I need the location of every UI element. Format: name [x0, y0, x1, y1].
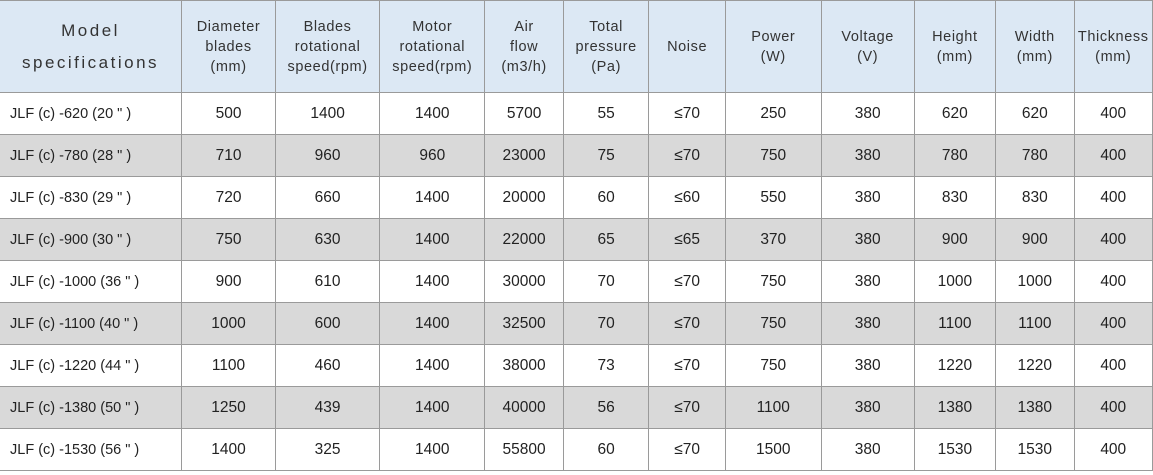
header-line: Noise: [667, 38, 708, 55]
motor-speed-cell: 960: [380, 135, 485, 177]
motor-speed-cell: 1400: [380, 345, 485, 387]
header-row: [0, 1, 1153, 93]
voltage-cell: 380: [821, 93, 914, 135]
height-cell: 1380: [914, 387, 996, 429]
thickness-cell: 400: [1074, 387, 1153, 429]
header-line: flow: [510, 38, 539, 55]
thickness-header: [1074, 1, 1153, 93]
pressure-cell: 75: [563, 135, 649, 177]
air-flow-header: [485, 1, 563, 93]
air-flow-cell: 55800: [485, 429, 563, 471]
motor-rotational-speed-header: [380, 1, 485, 93]
pressure-cell: 60: [563, 177, 649, 219]
table-row: [0, 429, 1153, 471]
motor-speed-cell: 1400: [380, 261, 485, 303]
pressure-cell: 70: [563, 303, 649, 345]
width-cell: 900: [996, 219, 1074, 261]
width-cell: 1380: [996, 387, 1074, 429]
model-cell: JLF (c) -1220 (44 " ): [0, 345, 182, 387]
total-pressure-header: [563, 1, 649, 93]
pressure-cell: 60: [563, 429, 649, 471]
power-cell: 370: [725, 219, 821, 261]
table-row: [0, 345, 1153, 387]
pressure-cell: 70: [563, 261, 649, 303]
header-line: Model: [61, 20, 120, 40]
noise-cell: ≤70: [649, 303, 725, 345]
header-line: Diameter: [196, 18, 261, 35]
header-line: pressure: [575, 38, 637, 55]
motor-speed-cell: 1400: [380, 387, 485, 429]
table-row: [0, 303, 1153, 345]
diameter-cell: 1000: [182, 303, 276, 345]
width-header: [996, 1, 1074, 93]
thickness-cell: 400: [1074, 429, 1153, 471]
noise-cell: ≤70: [649, 429, 725, 471]
height-cell: 830: [914, 177, 996, 219]
model-cell: JLF (c) -1100 (40 " ): [0, 303, 182, 345]
blades-speed-cell: 600: [275, 303, 379, 345]
header-line: Thickness: [1077, 28, 1149, 45]
blades-speed-cell: 610: [275, 261, 379, 303]
thickness-cell: 400: [1074, 219, 1153, 261]
model-cell: JLF (c) -780 (28 " ): [0, 135, 182, 177]
height-cell: 1530: [914, 429, 996, 471]
motor-speed-cell: 1400: [380, 177, 485, 219]
noise-cell: ≤70: [649, 93, 725, 135]
blades-speed-cell: 1400: [275, 93, 379, 135]
header-line: (mm): [210, 58, 247, 75]
voltage-cell: 380: [821, 177, 914, 219]
table-row: [0, 219, 1153, 261]
noise-cell: ≤70: [649, 345, 725, 387]
thickness-cell: 400: [1074, 303, 1153, 345]
blades-rotational-speed-header: [275, 1, 379, 93]
model-cell: JLF (c) -1000 (36 " ): [0, 261, 182, 303]
header-line: (W): [760, 48, 786, 65]
noise-cell: ≤70: [649, 387, 725, 429]
header-line: rotational: [294, 38, 361, 55]
power-cell: 750: [725, 261, 821, 303]
height-cell: 620: [914, 93, 996, 135]
width-cell: 1530: [996, 429, 1074, 471]
noise-cell: ≤60: [649, 177, 725, 219]
blades-speed-cell: 630: [275, 219, 379, 261]
table-row: [0, 261, 1153, 303]
blades-speed-cell: 460: [275, 345, 379, 387]
table-row: [0, 177, 1153, 219]
header-line: (mm): [1016, 48, 1053, 65]
voltage-cell: 380: [821, 429, 914, 471]
height-cell: 1000: [914, 261, 996, 303]
width-cell: 1000: [996, 261, 1074, 303]
noise-cell: ≤65: [649, 219, 725, 261]
power-cell: 750: [725, 345, 821, 387]
power-cell: 550: [725, 177, 821, 219]
noise-cell: ≤70: [649, 135, 725, 177]
voltage-cell: 380: [821, 345, 914, 387]
air-flow-cell: 5700: [485, 93, 563, 135]
header-line: Power: [751, 28, 796, 45]
height-cell: 1220: [914, 345, 996, 387]
diameter-cell: 1400: [182, 429, 276, 471]
diameter-cell: 1250: [182, 387, 276, 429]
height-cell: 1100: [914, 303, 996, 345]
diameter-cell: 750: [182, 219, 276, 261]
height-cell: 900: [914, 219, 996, 261]
table-row: [0, 93, 1153, 135]
air-flow-cell: 23000: [485, 135, 563, 177]
table-header: [0, 1, 1153, 93]
model-cell: JLF (c) -830 (29 " ): [0, 177, 182, 219]
voltage-cell: 380: [821, 135, 914, 177]
diameter-cell: 710: [182, 135, 276, 177]
power-cell: 750: [725, 135, 821, 177]
header-line: Blades: [303, 18, 352, 35]
header-line: Total: [589, 18, 623, 35]
pressure-cell: 65: [563, 219, 649, 261]
air-flow-cell: 38000: [485, 345, 563, 387]
header-line: (mm): [936, 48, 973, 65]
pressure-cell: 56: [563, 387, 649, 429]
height-cell: 780: [914, 135, 996, 177]
air-flow-cell: 30000: [485, 261, 563, 303]
power-header: [725, 1, 821, 93]
model-cell: JLF (c) -900 (30 " ): [0, 219, 182, 261]
voltage-cell: 380: [821, 261, 914, 303]
header-line: speed(rpm): [287, 58, 368, 75]
motor-speed-cell: 1400: [380, 219, 485, 261]
voltage-cell: 380: [821, 387, 914, 429]
width-cell: 620: [996, 93, 1074, 135]
header-line: (Pa): [591, 58, 622, 75]
header-line: speed(rpm): [392, 58, 473, 75]
height-header: [914, 1, 996, 93]
header-line: (mm): [1095, 48, 1132, 65]
width-cell: 1100: [996, 303, 1074, 345]
power-cell: 250: [725, 93, 821, 135]
header-line: Height: [932, 28, 978, 45]
diameter-cell: 1100: [182, 345, 276, 387]
header-line: Motor: [412, 18, 453, 35]
header-line: Width: [1014, 28, 1055, 45]
motor-speed-cell: 1400: [380, 93, 485, 135]
header-line: Air: [514, 18, 534, 35]
table-row: [0, 135, 1153, 177]
model-cell: JLF (c) -1380 (50 " ): [0, 387, 182, 429]
blades-speed-cell: 660: [275, 177, 379, 219]
header-line: (m3/h): [501, 58, 547, 75]
thickness-cell: 400: [1074, 177, 1153, 219]
air-flow-cell: 22000: [485, 219, 563, 261]
diameter-cell: 720: [182, 177, 276, 219]
thickness-cell: 400: [1074, 135, 1153, 177]
model-specifications-header: [0, 1, 182, 93]
model-cell: JLF (c) -620 (20 " ): [0, 93, 182, 135]
blades-speed-cell: 325: [275, 429, 379, 471]
blades-speed-cell: 439: [275, 387, 379, 429]
width-cell: 1220: [996, 345, 1074, 387]
air-flow-cell: 32500: [485, 303, 563, 345]
air-flow-cell: 20000: [485, 177, 563, 219]
power-cell: 1100: [725, 387, 821, 429]
motor-speed-cell: 1400: [380, 303, 485, 345]
header-line: blades: [205, 38, 252, 55]
pressure-cell: 73: [563, 345, 649, 387]
voltage-cell: 380: [821, 219, 914, 261]
power-cell: 750: [725, 303, 821, 345]
width-cell: 830: [996, 177, 1074, 219]
table-row: [0, 387, 1153, 429]
diameter-cell: 500: [182, 93, 276, 135]
noise-cell: ≤70: [649, 261, 725, 303]
width-cell: 780: [996, 135, 1074, 177]
blades-speed-cell: 960: [275, 135, 379, 177]
power-cell: 1500: [725, 429, 821, 471]
pressure-cell: 55: [563, 93, 649, 135]
thickness-cell: 400: [1074, 93, 1153, 135]
thickness-cell: 400: [1074, 345, 1153, 387]
diameter-cell: 900: [182, 261, 276, 303]
noise-header: [649, 1, 725, 93]
thickness-cell: 400: [1074, 261, 1153, 303]
header-line: Voltage: [841, 28, 894, 45]
air-flow-cell: 40000: [485, 387, 563, 429]
diameter-blades-header: [182, 1, 276, 93]
motor-speed-cell: 1400: [380, 429, 485, 471]
voltage-header: [821, 1, 914, 93]
model-cell: JLF (c) -1530 (56 " ): [0, 429, 182, 471]
voltage-cell: 380: [821, 303, 914, 345]
header-line: (V): [857, 48, 879, 65]
table-body: [0, 93, 1153, 471]
header-line: rotational: [399, 38, 466, 55]
header-line: specifications: [22, 52, 160, 72]
